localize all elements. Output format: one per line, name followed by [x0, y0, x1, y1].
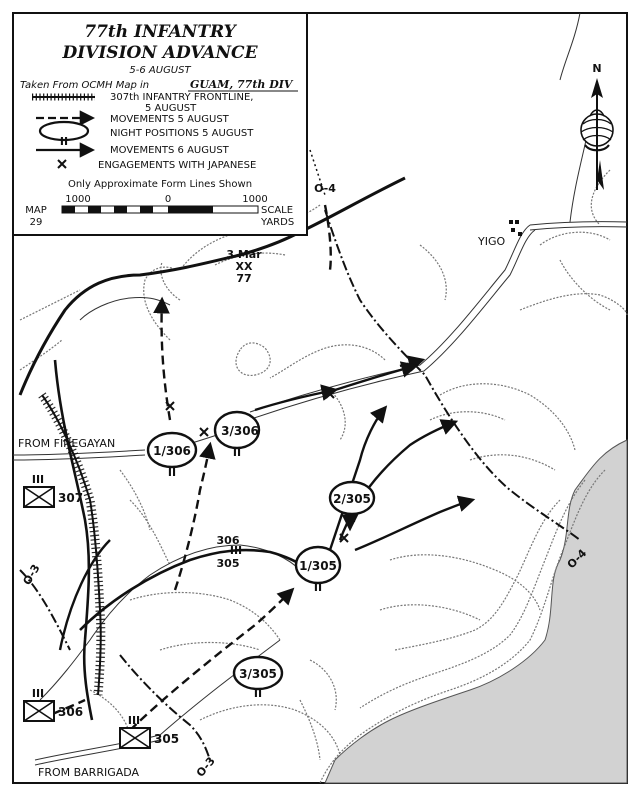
- scale-mid-label: 0: [164, 194, 172, 205]
- regiment-305-label: 305: [154, 732, 180, 746]
- svg-text:3 Mar: 3 Mar: [226, 248, 262, 261]
- legend-engagements: ENGAGEMENTS WITH JAPANESE: [98, 160, 257, 171]
- o4-north-label: O-4: [314, 182, 336, 195]
- svg-text:II: II: [232, 446, 242, 459]
- svg-text:II: II: [59, 135, 69, 148]
- scale-unit-l2: YARDS: [261, 217, 295, 228]
- svg-text:III: III: [31, 473, 45, 486]
- legend-night-positions: NIGHT POSITIONS 5 AUGUST: [110, 128, 254, 139]
- svg-text:77: 77: [236, 272, 252, 285]
- scale-left-label: 1000: [65, 194, 91, 205]
- svg-text:305: 305: [216, 557, 240, 570]
- unit-2-305-label: 2/305: [333, 492, 371, 506]
- svg-text:III: III: [31, 687, 45, 700]
- svg-text:XX: XX: [235, 260, 253, 273]
- svg-text:306: 306: [216, 534, 240, 547]
- north-label: N: [592, 62, 602, 75]
- map-number-l1: MAP: [25, 205, 47, 216]
- map-number-l2: 29: [29, 217, 43, 228]
- o3-west-label: O-3: [20, 562, 43, 588]
- regiment-306-label: 306: [58, 705, 84, 719]
- yigo-label: YIGO: [478, 235, 506, 248]
- map-source-prefix: Taken From OCMH Map in: [20, 80, 150, 91]
- scale-bar: [62, 206, 258, 213]
- map-title-line1: 77th INFANTRY: [84, 22, 236, 42]
- map-source-title: GUAM, 77th DIV: [190, 78, 293, 91]
- legend-frontline-l1: 307th INFANTRY FRONTLINE,: [110, 92, 254, 103]
- svg-text:II: II: [347, 512, 357, 525]
- legend-movements-5: MOVEMENTS 5 AUGUST: [110, 114, 229, 125]
- svg-text:II: II: [313, 581, 323, 594]
- legend-box: [13, 13, 307, 235]
- svg-text:II: II: [253, 687, 263, 700]
- svg-text:III: III: [127, 714, 141, 727]
- scale-right-label: 1000: [242, 194, 268, 205]
- o3-south-label: O-3: [193, 754, 218, 780]
- regiment-307-label: 307: [58, 491, 84, 505]
- map-dates: 5-6 AUGUST: [129, 65, 191, 76]
- legend-movements-6: MOVEMENTS 6 AUGUST: [110, 145, 229, 156]
- o4-east-label: O-4: [564, 546, 590, 572]
- map-title-line2: DIVISION ADVANCE: [62, 43, 258, 63]
- from-finegayan-label: FROM FINEGAYAN: [18, 437, 116, 450]
- scale-unit-l1: SCALE: [261, 205, 294, 216]
- legend-approx-form-lines: Only Approximate Form Lines Shown: [67, 179, 253, 190]
- legend-frontline-l2: 5 AUGUST: [145, 103, 197, 114]
- svg-text:II: II: [167, 466, 177, 479]
- unit-1-306-label: 1/306: [153, 444, 191, 458]
- from-barrigada-label: FROM BARRIGADA: [38, 766, 140, 779]
- unit-3-305-label: 3/305: [239, 667, 277, 681]
- unit-3-306-label: 3/306: [221, 424, 259, 438]
- unit-1-305-label: 1/305: [299, 559, 337, 573]
- svg-text:III: III: [229, 544, 243, 557]
